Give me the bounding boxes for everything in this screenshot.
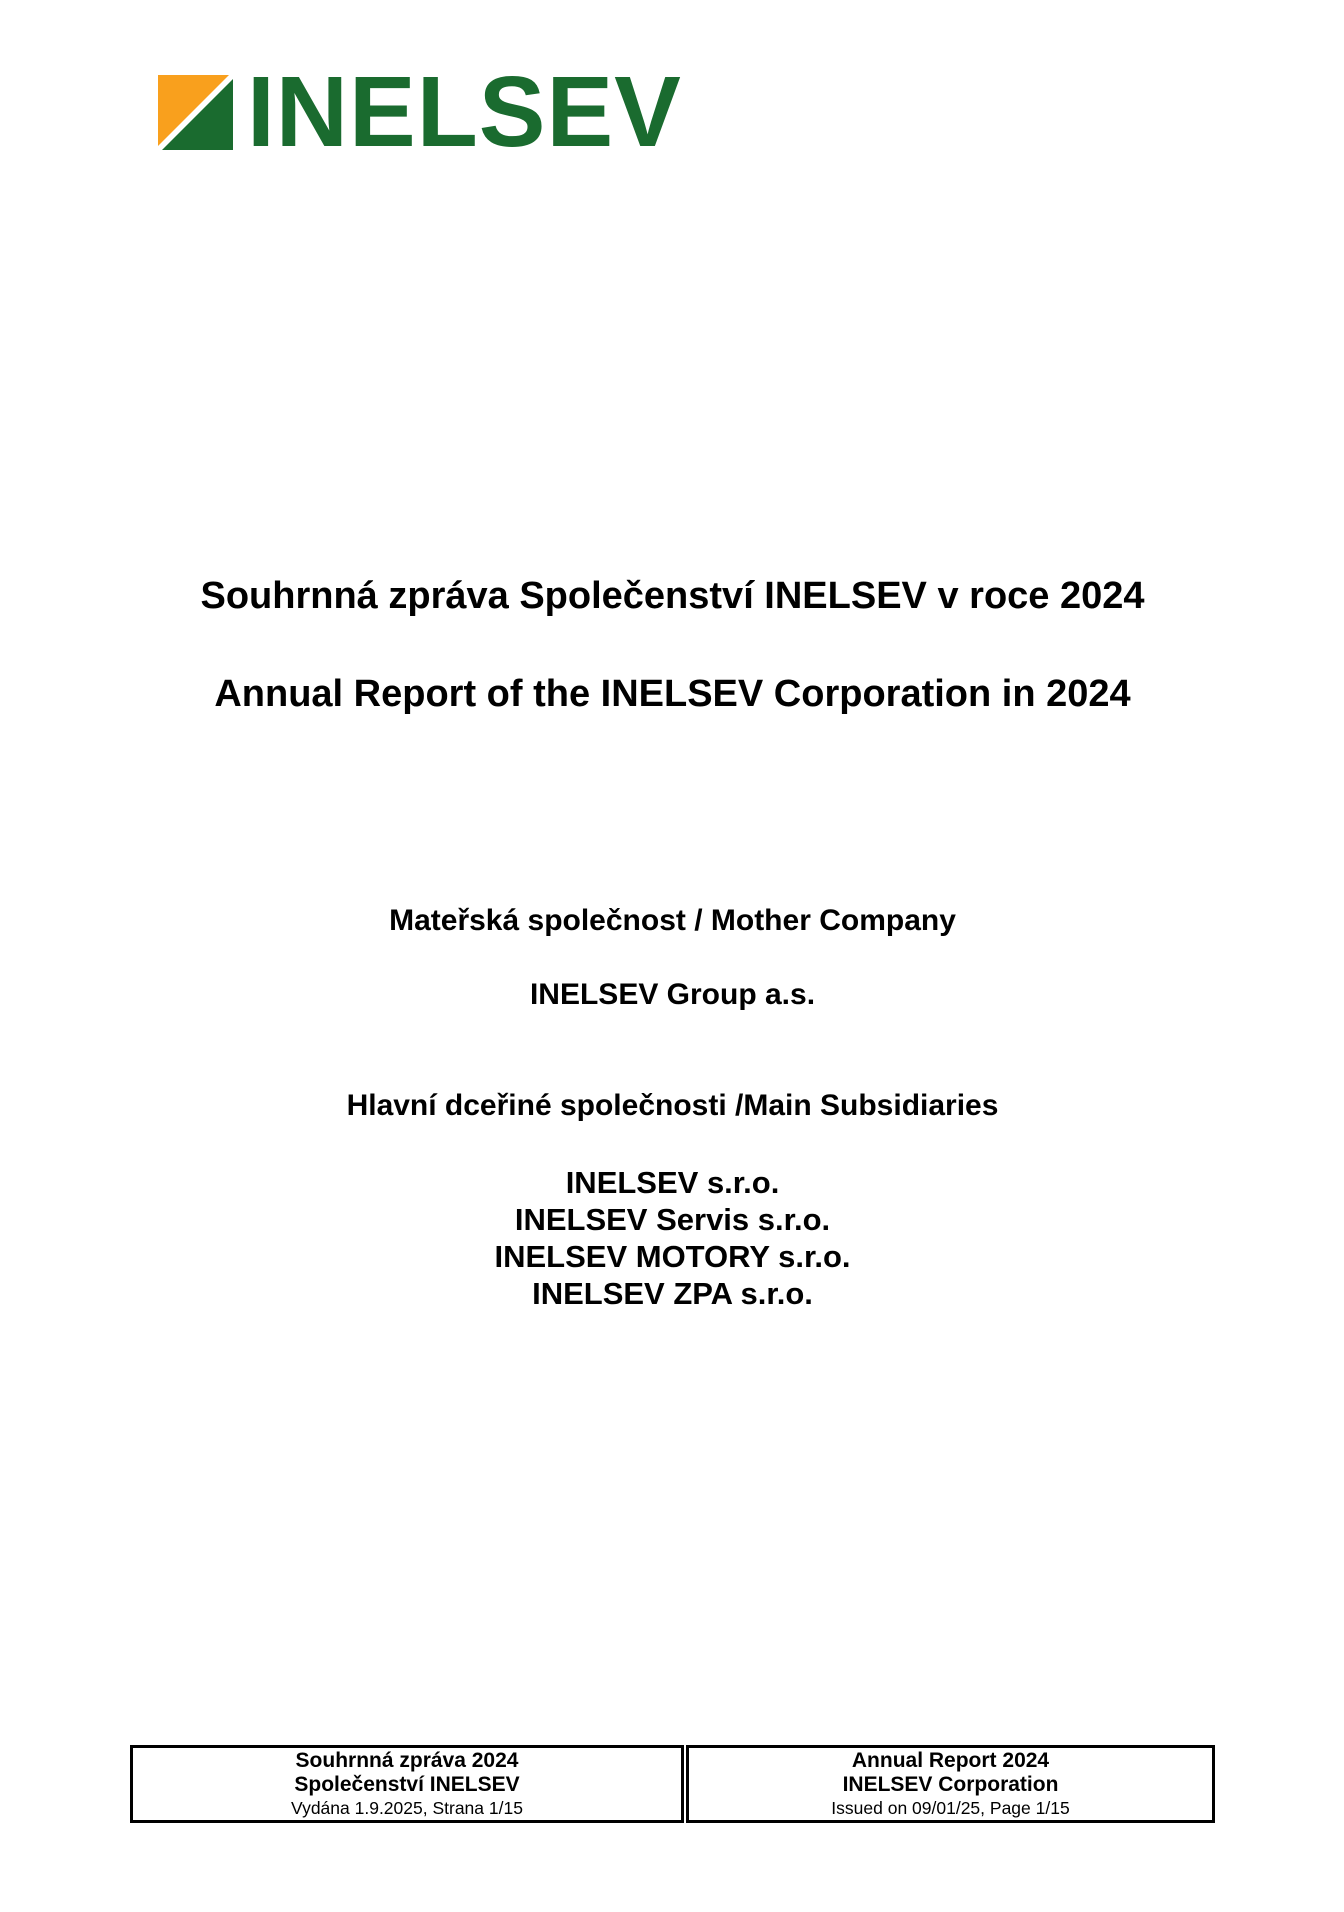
subsidiaries-list	[130, 1164, 1215, 1312]
footer-czech-title: Souhrnná zpráva 2024	[295, 1749, 519, 1772]
footer-table	[130, 1745, 1215, 1823]
footer-cell-czech	[130, 1745, 684, 1823]
title-english: Annual Report of the INELSEV Corporation in 2024	[214, 673, 1131, 715]
logo-wordmark: INELSEV	[247, 56, 682, 168]
subsidiaries-heading: Hlavní dceřiné společnosti /Main Subsidiaries	[346, 1089, 999, 1122]
subsidiary-name: INELSEV ZPA s.r.o.	[532, 1276, 813, 1311]
inelsev-logo	[158, 56, 682, 168]
footer-english-title: Annual Report 2024	[851, 1749, 1050, 1772]
subsidiary-name: INELSEV s.r.o.	[565, 1165, 780, 1200]
mother-company-name: INELSEV Group a.s.	[529, 978, 816, 1011]
footer-english-subtitle: INELSEV Corporation	[842, 1773, 1059, 1796]
logo-square-icon	[158, 75, 233, 150]
title-czech: Souhrnná zpráva Společenství INELSEV v roce 2024	[200, 575, 1145, 617]
footer-czech-issue-page: Vydána 1.9.2025, Strana 1/15	[291, 1798, 523, 1818]
footer-czech-subtitle: Společenství INELSEV	[294, 1773, 520, 1796]
subsidiary-name: INELSEV Servis s.r.o.	[514, 1202, 831, 1237]
mother-company-heading: Mateřská společnost / Mother Company	[389, 904, 956, 937]
footer-english-issue-page: Issued on 09/01/25, Page 1/15	[831, 1798, 1070, 1818]
footer-cell-english	[686, 1745, 1215, 1823]
subsidiary-name: INELSEV MOTORY s.r.o.	[494, 1239, 851, 1274]
